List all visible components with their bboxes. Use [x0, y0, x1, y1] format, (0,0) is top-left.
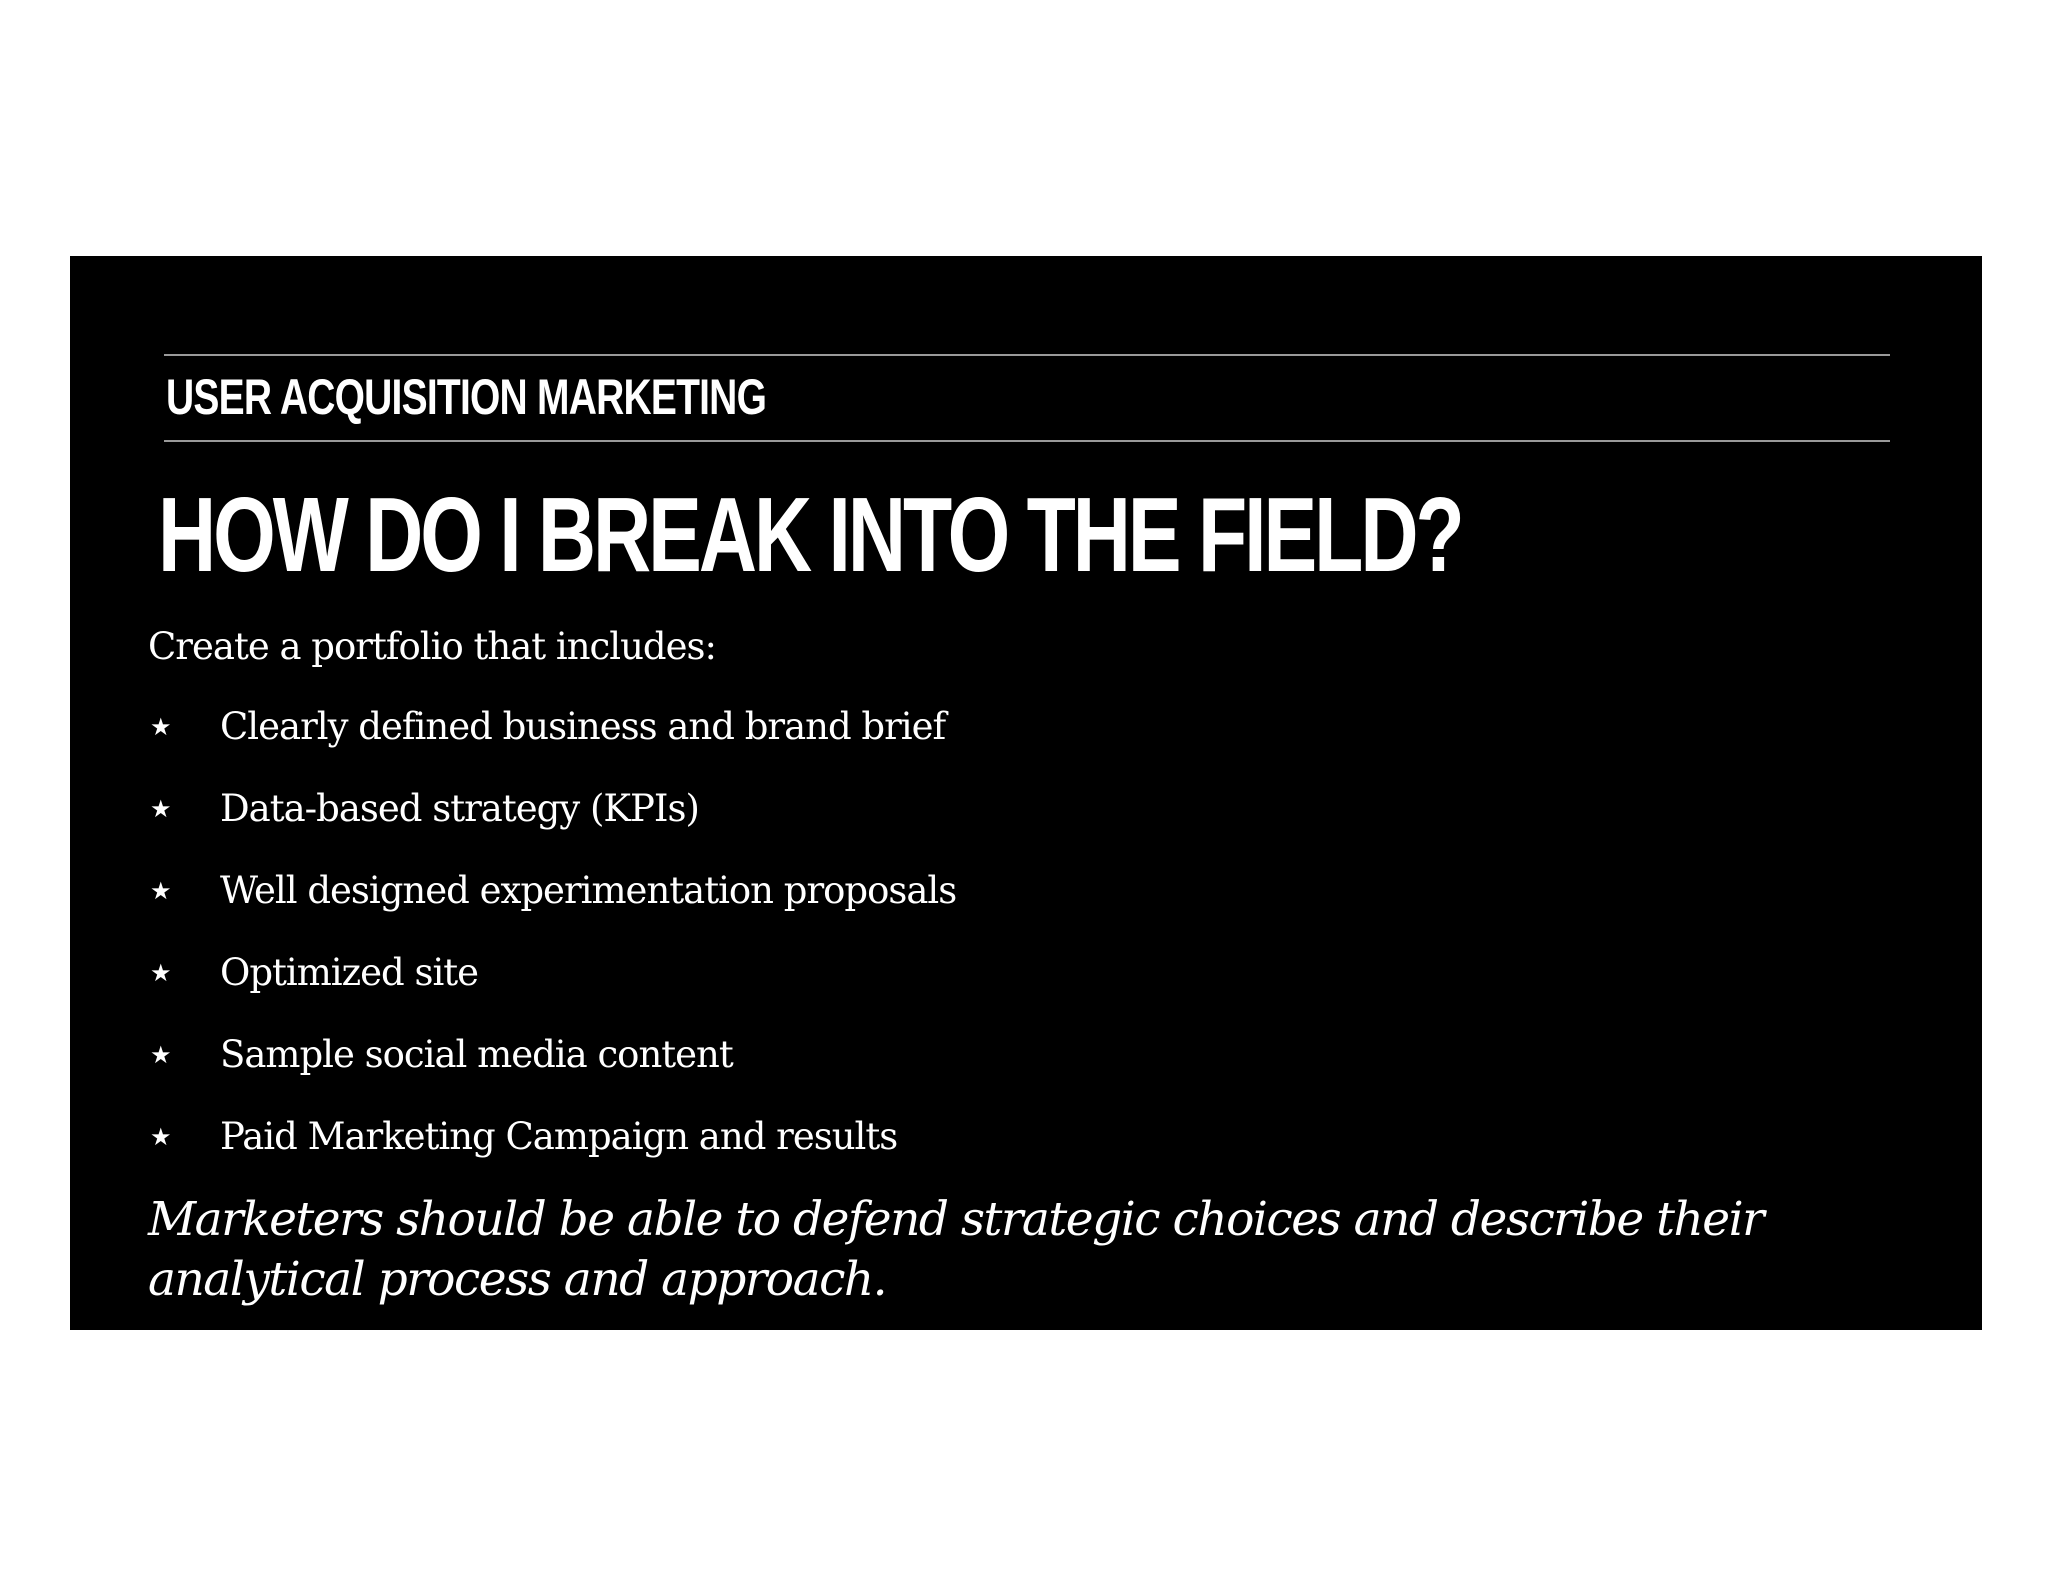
- list-item: [148, 1030, 956, 1112]
- list-item: [148, 866, 956, 948]
- bullet-text: Clearly defined business and brand brief: [220, 705, 946, 748]
- list-item: [148, 948, 956, 1030]
- star-icon: ★: [150, 713, 172, 741]
- star-icon: ★: [150, 1123, 172, 1151]
- bullet-text: Optimized site: [220, 951, 479, 994]
- bullet-list: [148, 702, 956, 1194]
- bullet-text: Paid Marketing Campaign and results: [220, 1115, 898, 1158]
- bullet-text: Well designed experimentation proposals: [220, 869, 957, 912]
- intro-text: Create a portfolio that includes:: [148, 625, 716, 668]
- star-icon: ★: [150, 1041, 172, 1069]
- bullet-text: Data-based strategy (KPIs): [220, 787, 699, 830]
- bullet-text: Sample social media content: [220, 1033, 733, 1076]
- star-icon: ★: [150, 877, 172, 905]
- top-divider: [164, 354, 1890, 356]
- closing-statement: Marketers should be able to defend strategic choices and describe their analytical process and approach.: [148, 1192, 1764, 1307]
- slide-title: HOW DO I BREAK INTO THE FIELD?: [158, 476, 1462, 594]
- star-icon: ★: [150, 959, 172, 987]
- list-item: [148, 702, 956, 784]
- list-item: [148, 784, 956, 866]
- list-item: [148, 1112, 956, 1194]
- slide: [70, 256, 1982, 1330]
- bottom-divider: [164, 440, 1890, 442]
- star-icon: ★: [150, 795, 172, 823]
- section-label: USER ACQUISITION MARKETING: [166, 369, 767, 425]
